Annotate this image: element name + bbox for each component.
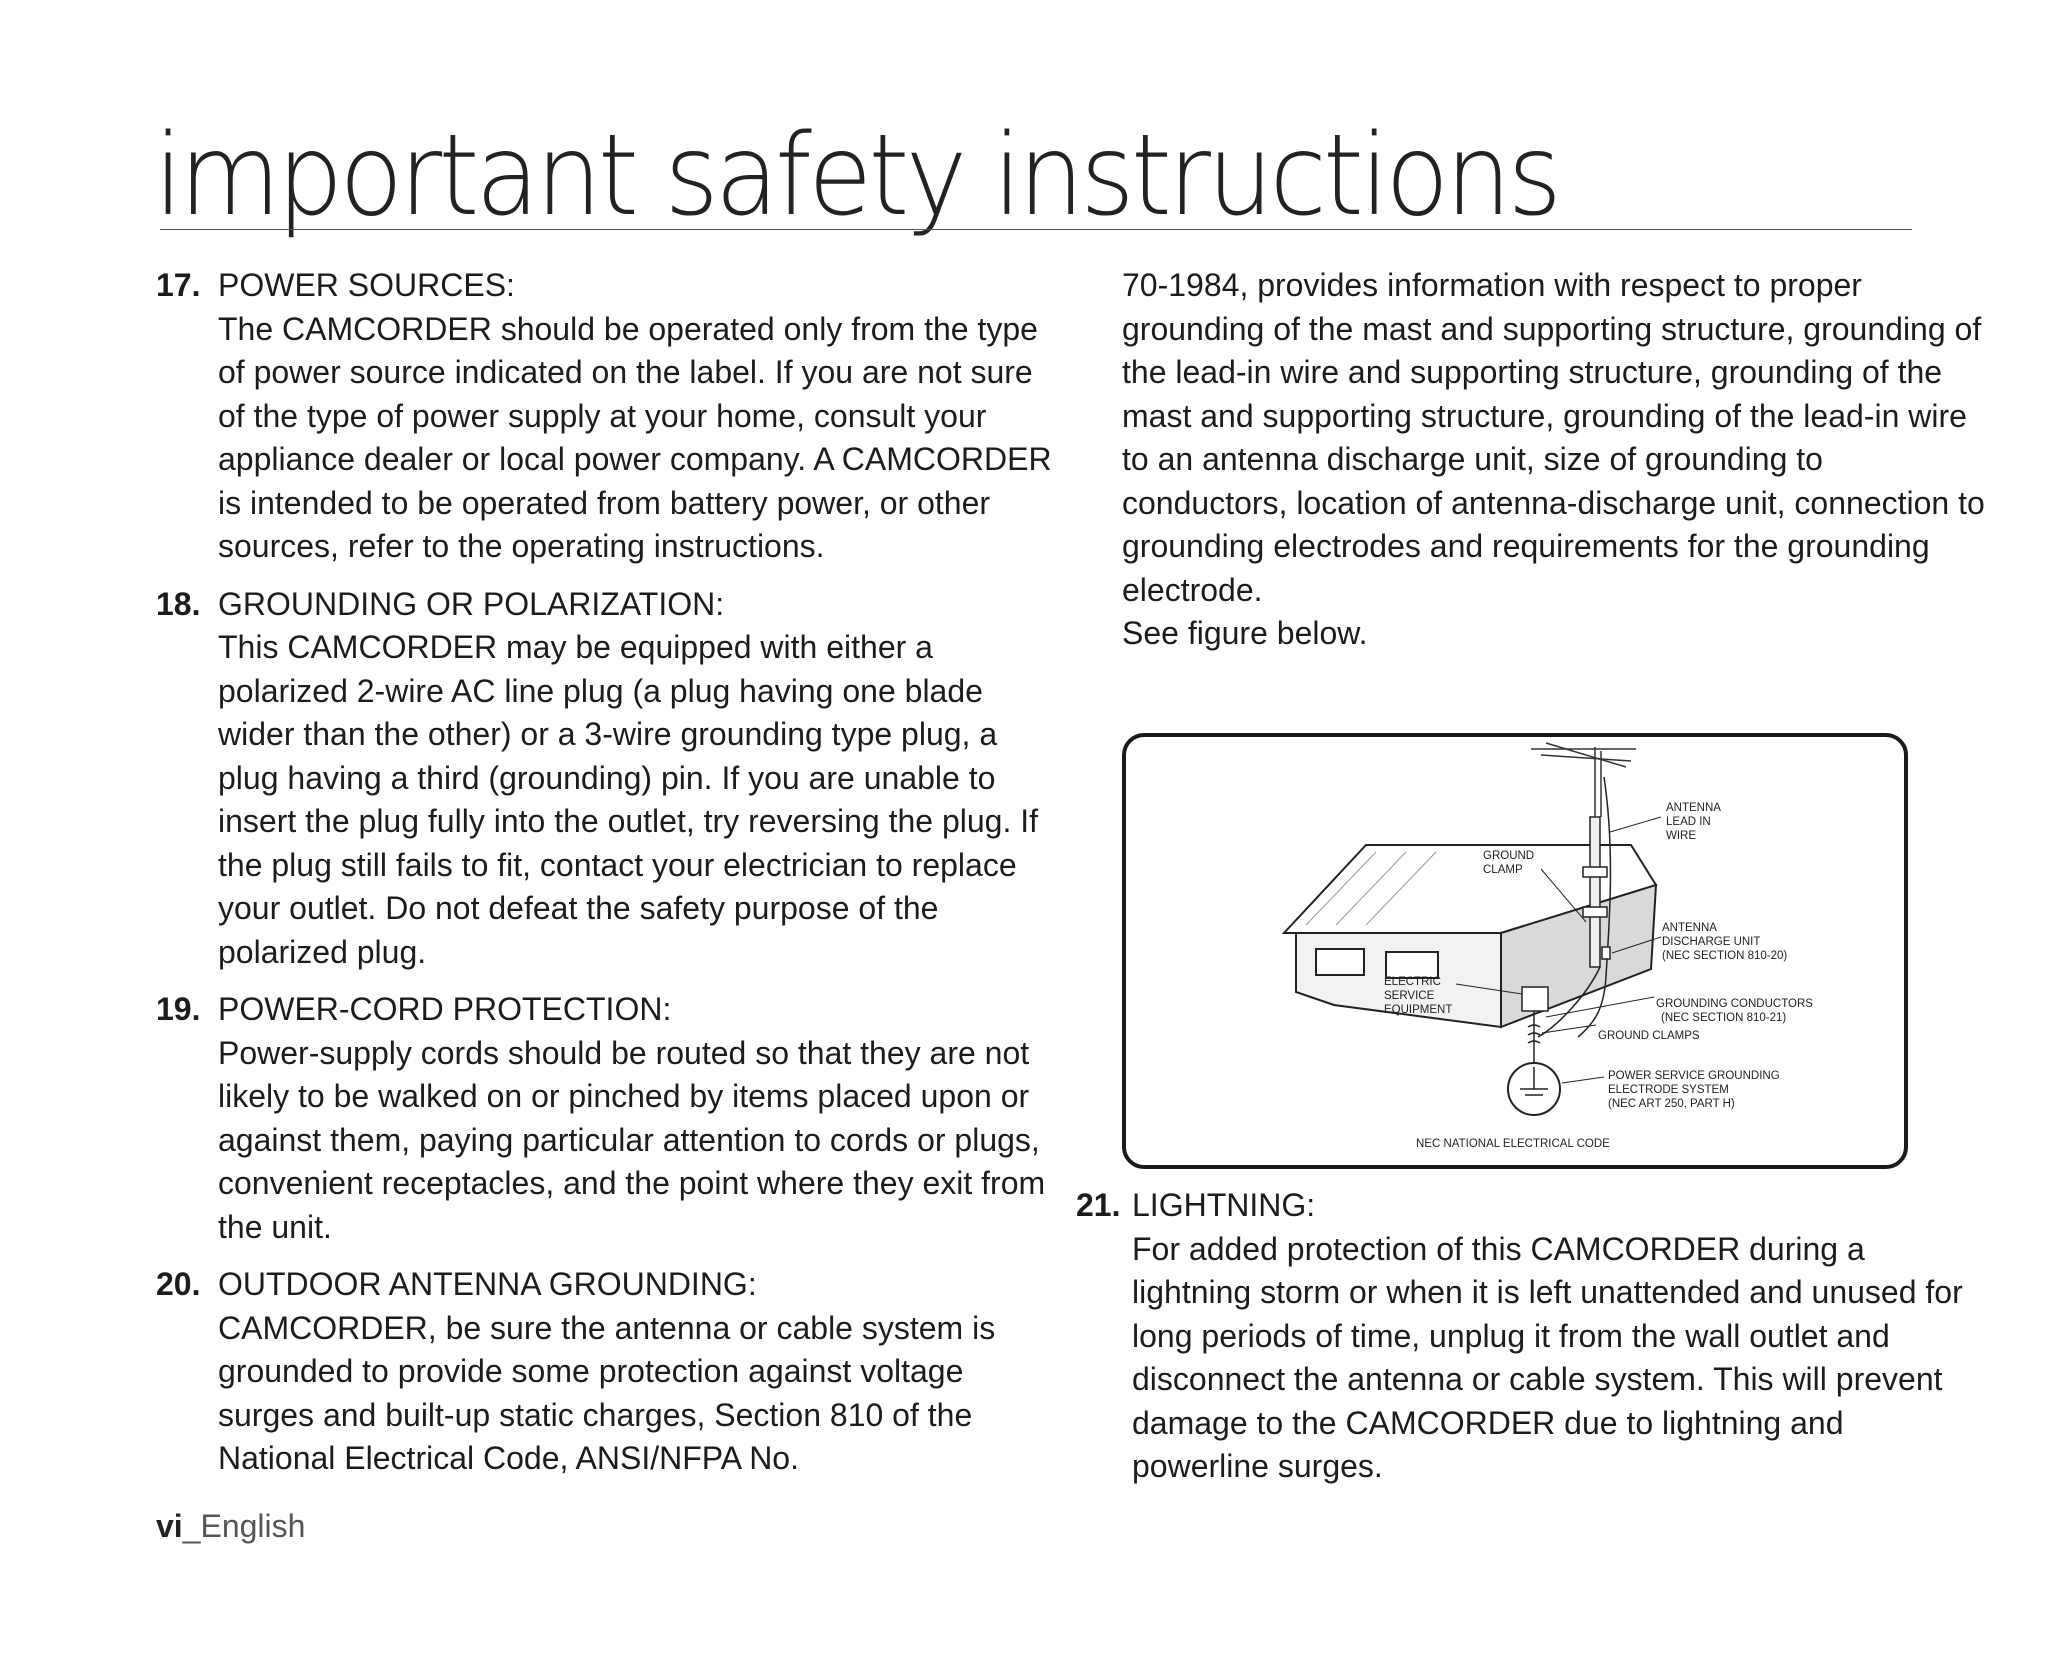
label-antenna-lead-in: WIRE — [1666, 830, 1697, 842]
item-body: CAMCORDER, be sure the antenna or cable system is grounded to provide some protection against voltage surges and built-up static charges, Section 810 of the National Electrical Code, ANSI/NFPA No. — [218, 1309, 996, 1476]
label-electrode-system: POWER SERVICE GROUNDING — [1608, 1070, 1780, 1082]
continuation-text: 70-1984, provides information with respect to proper grounding of the mast and supporting structure, grounding of the lead-in wire and supporting structure, grounding of the mast and supporting structure, grounding of the lead-in wire to an antenna discharge unit, size of grounding to conductors, location of antenna-discharge unit, connection to grounding electrodes and requirements for the grounding electrode. — [1122, 267, 1985, 608]
grounding-diagram — [1126, 737, 1904, 1165]
label-electrode-system: ELECTRODE SYSTEM — [1608, 1084, 1729, 1096]
instruction-20 — [156, 1263, 1056, 1481]
label-ground-clamp: CLAMP — [1483, 864, 1523, 876]
item-heading: GROUNDING OR POLARIZATION: — [218, 585, 725, 622]
item-heading: POWER SOURCES: — [218, 267, 515, 303]
page-number: vi — [156, 1508, 183, 1544]
instruction-17 — [156, 264, 1056, 569]
label-discharge-unit: DISCHARGE UNIT — [1662, 936, 1761, 948]
item-number: 17. — [156, 267, 201, 303]
label-electric-service: EQUIPMENT — [1384, 1004, 1453, 1016]
item-body: For added protection of this CAMCORDER during a lightning storm or when it is left unattended and unused for long periods of time, unplug it from the wall outlet and disconnect the antenna or cable system. This will prevent damage to the CAMCORDER due to lightning and powerline surges. — [1132, 1230, 1963, 1484]
window — [1386, 952, 1438, 978]
ground-clamp — [1583, 907, 1607, 917]
item-heading: POWER-CORD PROTECTION: — [218, 991, 672, 1027]
label-antenna-lead-in: LEAD IN — [1666, 816, 1711, 828]
item-body: The CAMCORDER should be operated only from the type of power source indicated on the label. If you are not sure of the type of power supply at your home, consult your appliance dealer or local power company. A CAMCORDER is intended to be operated from battery power, or other sources, refer to the operating instructions. — [218, 310, 1052, 564]
antenna-elements — [1531, 743, 1636, 817]
left-column — [156, 264, 1056, 1495]
right-column — [1122, 264, 1992, 656]
item-heading: LIGHTNING: — [1132, 1187, 1316, 1223]
label-electrode-system: (NEC ART 250, PART H) — [1608, 1098, 1735, 1110]
label-electric-service: SERVICE — [1384, 990, 1435, 1002]
item-number: 19. — [156, 991, 201, 1027]
instruction-18 — [156, 583, 1056, 975]
label-ground-clamp: GROUND — [1483, 850, 1535, 862]
item-number: 18. — [156, 585, 201, 622]
label-discharge-unit: ANTENNA — [1662, 922, 1717, 934]
item-body: This CAMCORDER may be equipped with either a polarized 2-wire AC line plug (a plug having one blade wider than the other) or a 3-wire grounding type plug, a plug having a third (grounding) pin. If you are unable to insert the plug fully into the outlet, try reversing the plug. If the plug still fails to fit, contact your electrician to replace your outlet. Do not defeat the safety purpose of the polarized plug. — [218, 629, 1038, 970]
page-footer — [156, 1508, 305, 1545]
figure-caption: NEC NATIONAL ELECTRICAL CODE — [1416, 1138, 1610, 1150]
label-antenna-lead-in: ANTENNA — [1666, 802, 1721, 814]
antenna-mast — [1590, 817, 1600, 967]
see-figure-text: See figure below. — [1122, 615, 1368, 651]
discharge-unit — [1602, 947, 1610, 959]
item-number: 20. — [156, 1266, 201, 1302]
item-body: Power-supply cords should be routed so that they are not likely to be walked on or pinched by items placed upon or against them, paying particular attention to cords or plugs, convenient receptacles, and the point where they exit from the unit. — [218, 1034, 1046, 1245]
label-grounding-conductors: GROUNDING CONDUCTORS — [1656, 998, 1813, 1010]
item-heading: OUTDOOR ANTENNA GROUNDING: — [218, 1266, 757, 1302]
page-title: important safety instructions — [154, 111, 1559, 241]
footer-language: _English — [182, 1508, 306, 1544]
label-grounding-conductors: (NEC SECTION 810-21) — [1661, 1012, 1787, 1024]
electric-service-equipment — [1522, 987, 1548, 1011]
instruction-19 — [156, 988, 1056, 1249]
ground-clamp — [1583, 867, 1607, 877]
instruction-21 — [1076, 1184, 1976, 1489]
title-rule — [160, 229, 1912, 230]
window — [1316, 949, 1364, 975]
label-discharge-unit: (NEC SECTION 810-20) — [1662, 950, 1788, 962]
antenna-grounding-figure — [1122, 733, 1908, 1169]
label-electric-service: ELECTRIC — [1384, 976, 1441, 988]
label-ground-clamps: GROUND CLAMPS — [1598, 1030, 1700, 1042]
item-number: 21. — [1076, 1187, 1121, 1223]
